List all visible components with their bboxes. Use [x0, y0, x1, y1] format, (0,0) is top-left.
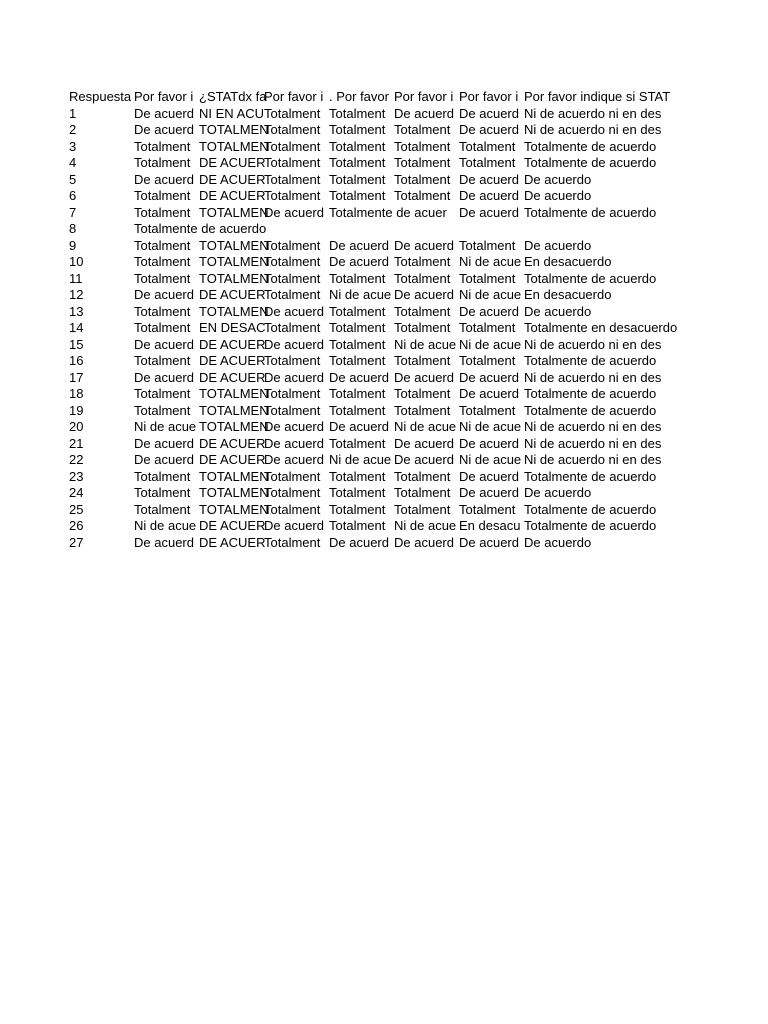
row-number-cell: 1 — [69, 105, 77, 121]
response-cell: Totalment — [394, 171, 451, 187]
response-cell: Ni de acue — [459, 287, 522, 302]
response-cell: Totalment — [459, 501, 516, 517]
table-row — [69, 403, 655, 420]
response-cell: Totalment — [264, 122, 321, 137]
row-number-cell: 12 — [69, 287, 84, 302]
response-cell: De acuerd — [264, 369, 324, 385]
table-body — [69, 105, 678, 552]
row-number-cell: 3 — [69, 138, 77, 154]
row-number-cell: 27 — [69, 534, 84, 550]
table-row — [69, 238, 655, 255]
response-cell: Totalment — [264, 287, 321, 302]
response-cell: De acuerd — [459, 105, 519, 121]
response-cell: DE ACUER — [199, 336, 266, 352]
response-cell: Ni de acue — [459, 419, 522, 434]
response-cell: Totalment — [329, 435, 386, 451]
response-cell: De acuerd — [329, 419, 389, 434]
response-cell: Totalment — [394, 386, 451, 401]
row-number-cell: 14 — [69, 320, 84, 335]
response-cell: Totalment — [329, 468, 386, 484]
response-cell: En desacuerdo — [524, 287, 612, 302]
response-cell: TOTALMEN — [199, 501, 269, 517]
response-cell: DE ACUER — [199, 171, 266, 187]
row-number-cell: 16 — [69, 353, 84, 368]
response-cell: DE ACUER — [199, 435, 266, 451]
response-cell: Totalment — [459, 155, 516, 170]
response-cell: Totalment — [329, 386, 386, 401]
response-cell: Totalment — [134, 303, 191, 319]
response-cell: Totalment — [134, 501, 191, 517]
response-cell: De acuerd — [394, 105, 454, 121]
response-cell: Totalment — [264, 468, 321, 484]
row-number-cell: 25 — [69, 501, 84, 517]
response-cell: De acuerd — [134, 534, 194, 550]
response-cell: Totalment — [394, 303, 451, 319]
response-cell: DE ACUER — [199, 452, 266, 467]
response-cell: Totalment — [264, 270, 321, 286]
response-cell: Totalment — [264, 485, 321, 500]
response-cell: Totalment — [134, 188, 191, 203]
response-cell: TOTALMEN — [199, 138, 269, 154]
response-cell: Totalment — [264, 353, 321, 368]
response-cell: Totalmente de acuerdo — [524, 353, 657, 368]
response-cell: DE ACUER — [199, 287, 266, 302]
row-number-cell: 5 — [69, 171, 77, 187]
row-number-cell: 21 — [69, 435, 84, 451]
response-cell: De acuerd — [459, 468, 519, 484]
header-cell: Por favor i — [394, 89, 454, 104]
response-cell: DE ACUER — [199, 155, 266, 170]
row-number-cell: 23 — [69, 468, 84, 484]
table-row — [69, 188, 655, 205]
row-number-cell: 2 — [69, 122, 77, 137]
response-cell: De acuerd — [394, 369, 454, 385]
response-cell: Ni de acue — [459, 254, 522, 269]
response-cell: De acuerd — [134, 452, 194, 467]
response-cell: Ni de acue — [329, 287, 392, 302]
row-number-cell: 10 — [69, 254, 84, 269]
response-cell: Ni de acuerdo ni en des — [524, 122, 662, 137]
response-cell: De acuerd — [134, 435, 194, 451]
response-cell: Totalment — [459, 353, 516, 368]
response-cell: Totalment — [329, 518, 386, 533]
response-cell: Totalment — [394, 270, 451, 286]
response-cell: Totalment — [329, 336, 386, 352]
table-row — [69, 435, 662, 453]
table-row — [69, 452, 662, 469]
response-cell: Totalment — [394, 138, 451, 154]
response-cell: De acuerd — [394, 534, 454, 550]
response-cell: Ni de acue — [394, 419, 457, 434]
response-cell: Totalment — [459, 270, 516, 286]
response-cell: Totalment — [134, 485, 191, 500]
row-number-cell: 20 — [69, 419, 84, 434]
response-cell: Totalment — [329, 501, 386, 517]
response-cell: Totalment — [264, 237, 321, 253]
row-number-cell: 9 — [69, 237, 77, 253]
response-cell: De acuerd — [329, 254, 389, 269]
response-cell: Totalment — [394, 188, 451, 203]
response-cell: De acuerd — [264, 419, 324, 434]
response-cell: De acuerd — [394, 452, 454, 467]
header-cell: ¿STATdx fa — [199, 89, 267, 104]
response-cell: Ni de acue — [329, 452, 392, 467]
response-cell: De acuerd — [459, 485, 519, 500]
response-cell: Totalment — [134, 237, 191, 253]
response-cell: Totalment — [134, 204, 191, 220]
response-cell: Totalment — [394, 353, 451, 368]
response-cell: TOTALMEN — [199, 303, 269, 319]
table-row — [69, 304, 655, 321]
response-cell: En desacuerdo — [524, 254, 612, 269]
response-cell: De acuerd — [329, 534, 389, 550]
response-cell: Totalment — [459, 320, 516, 335]
response-cell: Totalment — [329, 138, 386, 154]
response-cell: Totalment — [329, 105, 386, 121]
response-cell — [394, 221, 459, 238]
response-cell: Totalmente de acuerdo — [134, 221, 267, 236]
response-cell: De acuerd — [459, 204, 519, 220]
response-cell: Totalment — [329, 270, 386, 286]
table-row — [69, 419, 662, 436]
response-cell: De acuerd — [459, 534, 519, 550]
header-cell: Respuesta — [69, 89, 132, 104]
response-cell: Totalment — [459, 402, 516, 418]
table-row — [69, 502, 655, 519]
response-cell: De acuerdo — [524, 237, 592, 253]
response-cell — [264, 221, 329, 238]
response-cell: De acuerd — [134, 105, 194, 121]
response-cell: Totalmente de acuer — [329, 204, 447, 220]
response-cell: Totalment — [329, 402, 386, 418]
response-cell: TOTALMEN — [199, 386, 269, 401]
row-number-cell: 19 — [69, 402, 84, 418]
table-row — [69, 155, 655, 172]
response-cell: Totalment — [329, 188, 386, 203]
response-cell: TOTALMEN — [199, 468, 269, 484]
response-cell: TOTALMEN — [199, 270, 269, 286]
response-cell: Totalmente de acuerdo — [524, 204, 657, 220]
table-row — [69, 485, 655, 502]
response-cell: Totalment — [264, 534, 321, 550]
response-cell: Ni de acue — [134, 419, 197, 434]
response-cell: De acuerd — [134, 122, 194, 137]
table-row — [69, 469, 655, 486]
response-cell: De acuerdo — [524, 485, 592, 500]
response-cell: De acuerd — [264, 452, 324, 467]
response-cell: Totalment — [394, 485, 451, 500]
header-row — [69, 89, 671, 106]
response-cell: De acuerd — [264, 518, 324, 533]
response-cell: Totalment — [459, 138, 516, 154]
response-cell: Totalment — [394, 122, 451, 137]
header-cell: Por favor i — [134, 89, 194, 104]
response-cell: De acuerdo — [524, 188, 592, 203]
response-cell: Totalment — [134, 353, 191, 368]
table-row — [69, 105, 662, 123]
row-number-cell: 7 — [69, 204, 77, 220]
response-cell: Totalment — [264, 171, 321, 187]
header-cell: Por favor i — [264, 89, 324, 104]
response-cell: Ni de acuerdo ni en des — [524, 435, 662, 451]
response-cell: En desacu — [459, 518, 521, 533]
response-cell: De acuerd — [134, 336, 194, 352]
response-cell: Ni de acue — [459, 452, 522, 467]
response-cell: Totalment — [134, 468, 191, 484]
response-cell: Ni de acuerdo ni en des — [524, 369, 662, 385]
response-cell: Ni de acuerdo ni en des — [524, 419, 662, 434]
table-row — [69, 221, 655, 238]
response-cell: De acuerd — [329, 237, 389, 253]
response-cell: Totalment — [264, 105, 321, 121]
table-row — [69, 369, 662, 387]
response-cell: Totalment — [329, 485, 386, 500]
response-cell: TOTALMEN — [199, 485, 269, 500]
response-cell: TOTALMEN — [199, 402, 269, 418]
response-cell: Ni de acue — [134, 518, 197, 533]
table-row — [69, 122, 662, 139]
table-row — [69, 271, 655, 288]
response-cell: De acuerd — [459, 171, 519, 187]
response-cell: EN DESAC — [199, 320, 266, 335]
response-cell: De acuerdo — [524, 171, 592, 187]
response-cell: Ni de acuerdo ni en des — [524, 452, 662, 467]
response-cell: Totalmente de acuerdo — [524, 501, 657, 517]
response-cell: De acuerd — [264, 336, 324, 352]
response-cell: Totalment — [134, 402, 191, 418]
response-cell: Totalment — [329, 122, 386, 137]
response-cell: Totalmente de acuerdo — [524, 270, 657, 286]
response-cell — [199, 221, 264, 238]
response-cell — [394, 205, 459, 222]
response-cell: De acuerd — [459, 188, 519, 203]
response-cell: De acuerd — [459, 303, 519, 319]
response-cell: TOTALMEN — [199, 204, 269, 220]
response-cell: De acuerd — [134, 171, 194, 187]
response-cell: Totalment — [264, 254, 321, 269]
row-number-cell: 26 — [69, 518, 84, 533]
response-cell: DE ACUER — [199, 353, 266, 368]
table-row — [69, 254, 655, 271]
response-cell: Totalment — [264, 138, 321, 154]
row-number-cell: 4 — [69, 155, 77, 170]
response-cell: Totalment — [329, 320, 386, 335]
table-row — [69, 336, 662, 354]
response-cell: De acuerd — [264, 204, 324, 220]
response-cell: Totalment — [134, 386, 191, 401]
response-cell: De acuerd — [329, 369, 389, 385]
row-number-cell: 6 — [69, 188, 77, 203]
response-cell: Totalmente de acuerdo — [524, 155, 657, 170]
response-cell: Ni de acuerdo ni en des — [524, 105, 662, 121]
response-cell — [459, 221, 524, 238]
table-row — [69, 320, 678, 337]
response-cell: Totalmente de acuerdo — [524, 386, 657, 401]
response-cell: TOTALMEN — [199, 122, 269, 137]
response-cell: Totalment — [134, 320, 191, 335]
row-number-cell: 24 — [69, 485, 84, 500]
response-cell: Totalmente de acuerdo — [524, 402, 657, 418]
response-cell: Totalmente de acuerdo — [524, 468, 657, 484]
response-cell: Totalmente de acuerdo — [524, 138, 657, 154]
table-row — [69, 172, 655, 189]
row-number-cell: 15 — [69, 336, 84, 352]
response-cell: Totalment — [134, 138, 191, 154]
spreadsheet-table — [69, 89, 678, 551]
response-cell: Totalment — [329, 155, 386, 170]
response-cell: De acuerd — [459, 435, 519, 451]
response-cell: Totalmente en desacuerdo — [524, 320, 678, 335]
response-cell: Totalment — [394, 320, 451, 335]
response-cell: Totalment — [134, 155, 191, 170]
response-cell: Totalment — [394, 254, 451, 269]
table-row — [69, 535, 655, 552]
response-cell: De acuerd — [394, 237, 454, 253]
response-cell: De acuerd — [459, 369, 519, 385]
table-row — [69, 139, 655, 156]
response-cell: Totalment — [459, 237, 516, 253]
header-cell: Por favor indique si STAT — [524, 89, 671, 104]
response-cell: Totalment — [264, 501, 321, 517]
response-cell: De acuerdo — [524, 534, 592, 550]
table-row — [69, 386, 655, 403]
response-cell — [329, 221, 394, 238]
response-cell: Totalment — [394, 155, 451, 170]
response-cell: De acuerd — [459, 386, 519, 401]
response-cell: DE ACUER — [199, 534, 266, 550]
response-cell: TOTALMEN — [199, 237, 269, 253]
response-cell: Ni de acue — [394, 336, 457, 352]
response-cell: Totalment — [394, 402, 451, 418]
table-row — [69, 205, 655, 222]
response-cell: Ni de acue — [459, 336, 522, 352]
response-cell: Ni de acue — [394, 518, 457, 533]
response-cell: De acuerd — [394, 287, 454, 302]
row-number-cell: 22 — [69, 452, 84, 467]
response-cell: De acuerd — [134, 287, 194, 302]
response-cell: Totalment — [134, 270, 191, 286]
response-cell: Totalment — [134, 254, 191, 269]
response-cell: DE ACUER — [199, 518, 266, 533]
response-cell: Totalment — [329, 303, 386, 319]
response-cell: Ni de acuerdo ni en des — [524, 336, 662, 352]
row-number-cell: 11 — [69, 270, 83, 286]
response-cell: Totalment — [264, 386, 321, 401]
response-cell: De acuerd — [394, 435, 454, 451]
response-cell: De acuerd — [459, 122, 519, 137]
table-row — [69, 518, 655, 535]
response-cell: De acuerdo — [524, 303, 592, 319]
response-cell — [524, 221, 655, 238]
response-cell: Totalment — [394, 468, 451, 484]
response-cell: Totalment — [264, 155, 321, 170]
header-cell: . Por favor — [329, 89, 389, 104]
header-cell: Por favor i — [459, 89, 519, 104]
row-number-cell: 13 — [69, 303, 84, 319]
response-cell: De acuerd — [264, 303, 324, 319]
table-row — [69, 353, 655, 370]
row-number-cell: 8 — [69, 221, 77, 236]
response-cell: Totalment — [329, 353, 386, 368]
row-number-cell: 17 — [69, 369, 84, 385]
response-cell: Totalment — [264, 320, 321, 335]
response-cell: Totalmente de acuerdo — [524, 518, 657, 533]
response-cell: NI EN ACU — [199, 105, 265, 121]
response-cell: Totalment — [394, 501, 451, 517]
response-cell: DE ACUER — [199, 188, 266, 203]
response-cell: De acuerd — [264, 435, 324, 451]
response-cell: Totalment — [264, 402, 321, 418]
response-cell: De acuerd — [134, 369, 194, 385]
response-cell: Totalment — [329, 171, 386, 187]
response-cell: TOTALMEN — [199, 254, 269, 269]
row-number-cell: 18 — [69, 386, 84, 401]
response-cell: TOTALMEN — [199, 419, 269, 434]
table-row — [69, 287, 655, 304]
response-cell: DE ACUER — [199, 369, 266, 385]
response-cell: Totalment — [264, 188, 321, 203]
